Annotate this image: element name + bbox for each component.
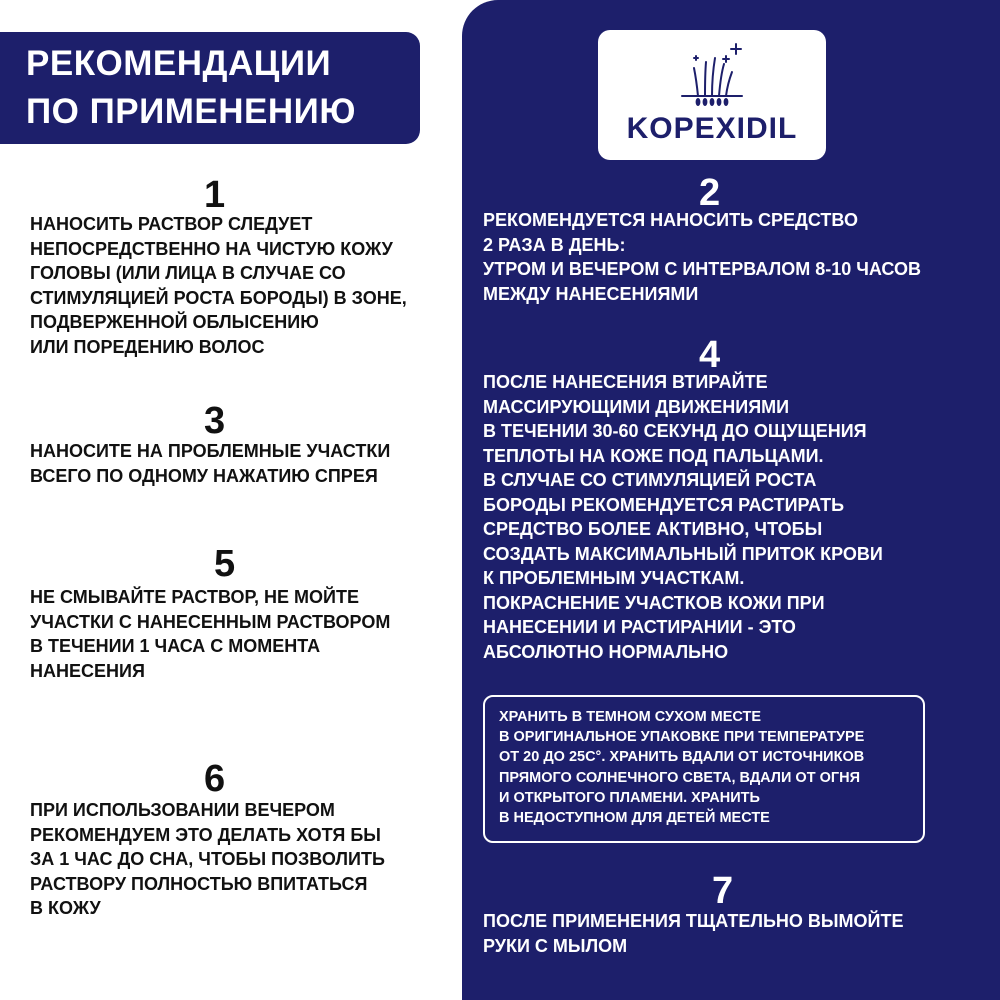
step-6-text: ПРИ ИСПОЛЬЗОВАНИИ ВЕЧЕРОМ РЕКОМЕНДУЕМ ЭТО ДЕЛАТЬ ХОТЯ БЫ ЗА 1 ЧАС ДО СНА, ЧТОБЫ ПОЗВОЛИТЬ РАСТВОРУ ПОЛНОСТЬЮ ВПИТАТЬСЯ В КОЖУ xyxy=(30,800,385,918)
storage-notice xyxy=(483,695,925,843)
step-6-number: 6 xyxy=(204,758,226,800)
step-1-number: 1 xyxy=(204,174,226,216)
hair-follicle-icon xyxy=(678,42,746,112)
step-1-text: НАНОСИТЬ РАСТВОР СЛЕДУЕТ НЕПОСРЕДСТВЕННО НА ЧИСТУЮ КОЖУ ГОЛОВЫ (ИЛИ ЛИЦА В СЛУЧАЕ СО СТИМУЛЯЦИЕЙ РОСТА БОРОДЫ) В ЗОНЕ, ПОДВЕРЖЕННОЙ ОБЛЫСЕНИЮ ИЛИ ПОРЕДЕНИЮ ВОЛОС xyxy=(30,214,407,357)
step-4-number: 4 xyxy=(699,334,721,376)
step-3-number: 3 xyxy=(204,400,226,442)
page-title-line-1: РЕКОМЕНДАЦИИ xyxy=(26,44,332,83)
step-5-number: 5 xyxy=(214,543,236,585)
step-3-text: НАНОСИТЕ НА ПРОБЛЕМНЫЕ УЧАСТКИ ВСЕГО ПО ОДНОМУ НАЖАТИЮ СПРЕЯ xyxy=(30,441,391,486)
title-banner xyxy=(0,32,420,144)
storage-text: ХРАНИТЬ В ТЕМНОМ СУХОМ МЕСТЕ В ОРИГИНАЛЬНОЕ УПАКОВКЕ ПРИ ТЕМПЕРАТУРЕ ОТ 20 ДО 25С°. ХРАНИТЬ ВДАЛИ ОТ ИСТОЧНИКОВ ПРЯМОГО СОЛНЕЧНОГО СВЕТА, ВДАЛИ ОТ ОГНЯ И ОТКРЫТОГО ПЛАМЕНИ. ХРАНИТЬ В НЕДОСТУПНОМ ДЛЯ ДЕТЕЙ МЕСТЕ xyxy=(499,709,865,827)
step-7-text: ПОСЛЕ ПРИМЕНЕНИЯ ТЩАТЕЛЬНО ВЫМОЙТЕ РУКИ С МЫЛОМ xyxy=(483,911,904,956)
step-5-text: НЕ СМЫВАЙТЕ РАСТВОР, НЕ МОЙТЕ УЧАСТКИ С НАНЕСЕННЫМ РАСТВОРОМ В ТЕЧЕНИИ 1 ЧАСА С МОМЕНТА НАНЕСЕНИЯ xyxy=(30,587,391,681)
brand-logo xyxy=(598,30,826,160)
step-4-text: ПОСЛЕ НАНЕСЕНИЯ ВТИРАЙТЕ МАССИРУЮЩИМИ ДВИЖЕНИЯМИ В ТЕЧЕНИИ 30-60 СЕКУНД ДО ОЩУЩЕНИЯ ТЕПЛОТЫ НА КОЖЕ ПОД ПАЛЬЦАМИ. В СЛУЧАЕ СО СТИМУЛЯЦИЕЙ РОСТА БОРОДЫ РЕКОМЕНДУЕТСЯ РАСТИРАТЬ СРЕДСТВО БОЛЕЕ АКТИВНО, ЧТОБЫ СОЗДАТЬ МАКСИМАЛЬНЫЙ ПРИТОК КРОВИ К ПРОБЛЕМНЫМ УЧАСТКАМ. ПОКРАСНЕНИЕ УЧАСТКОВ КОЖИ ПРИ НАНЕСЕНИИ И РАСТИРАНИИ - ЭТО АБСОЛЮТНО НОРМАЛЬНО xyxy=(483,372,883,662)
brand-name: KOPEXIDIL xyxy=(626,112,798,145)
page-title-line-2: ПО ПРИМЕНЕНИЮ xyxy=(26,92,356,131)
step-7-number: 7 xyxy=(712,870,734,912)
step-2-text: РЕКОМЕНДУЕТСЯ НАНОСИТЬ СРЕДСТВО 2 РАЗА В ДЕНЬ: УТРОМ И ВЕЧЕРОМ С ИНТЕРВАЛОМ 8-10 ЧАСОВ МЕЖДУ НАНЕСЕНИЯМИ xyxy=(483,210,921,304)
step-2-number: 2 xyxy=(699,172,721,214)
